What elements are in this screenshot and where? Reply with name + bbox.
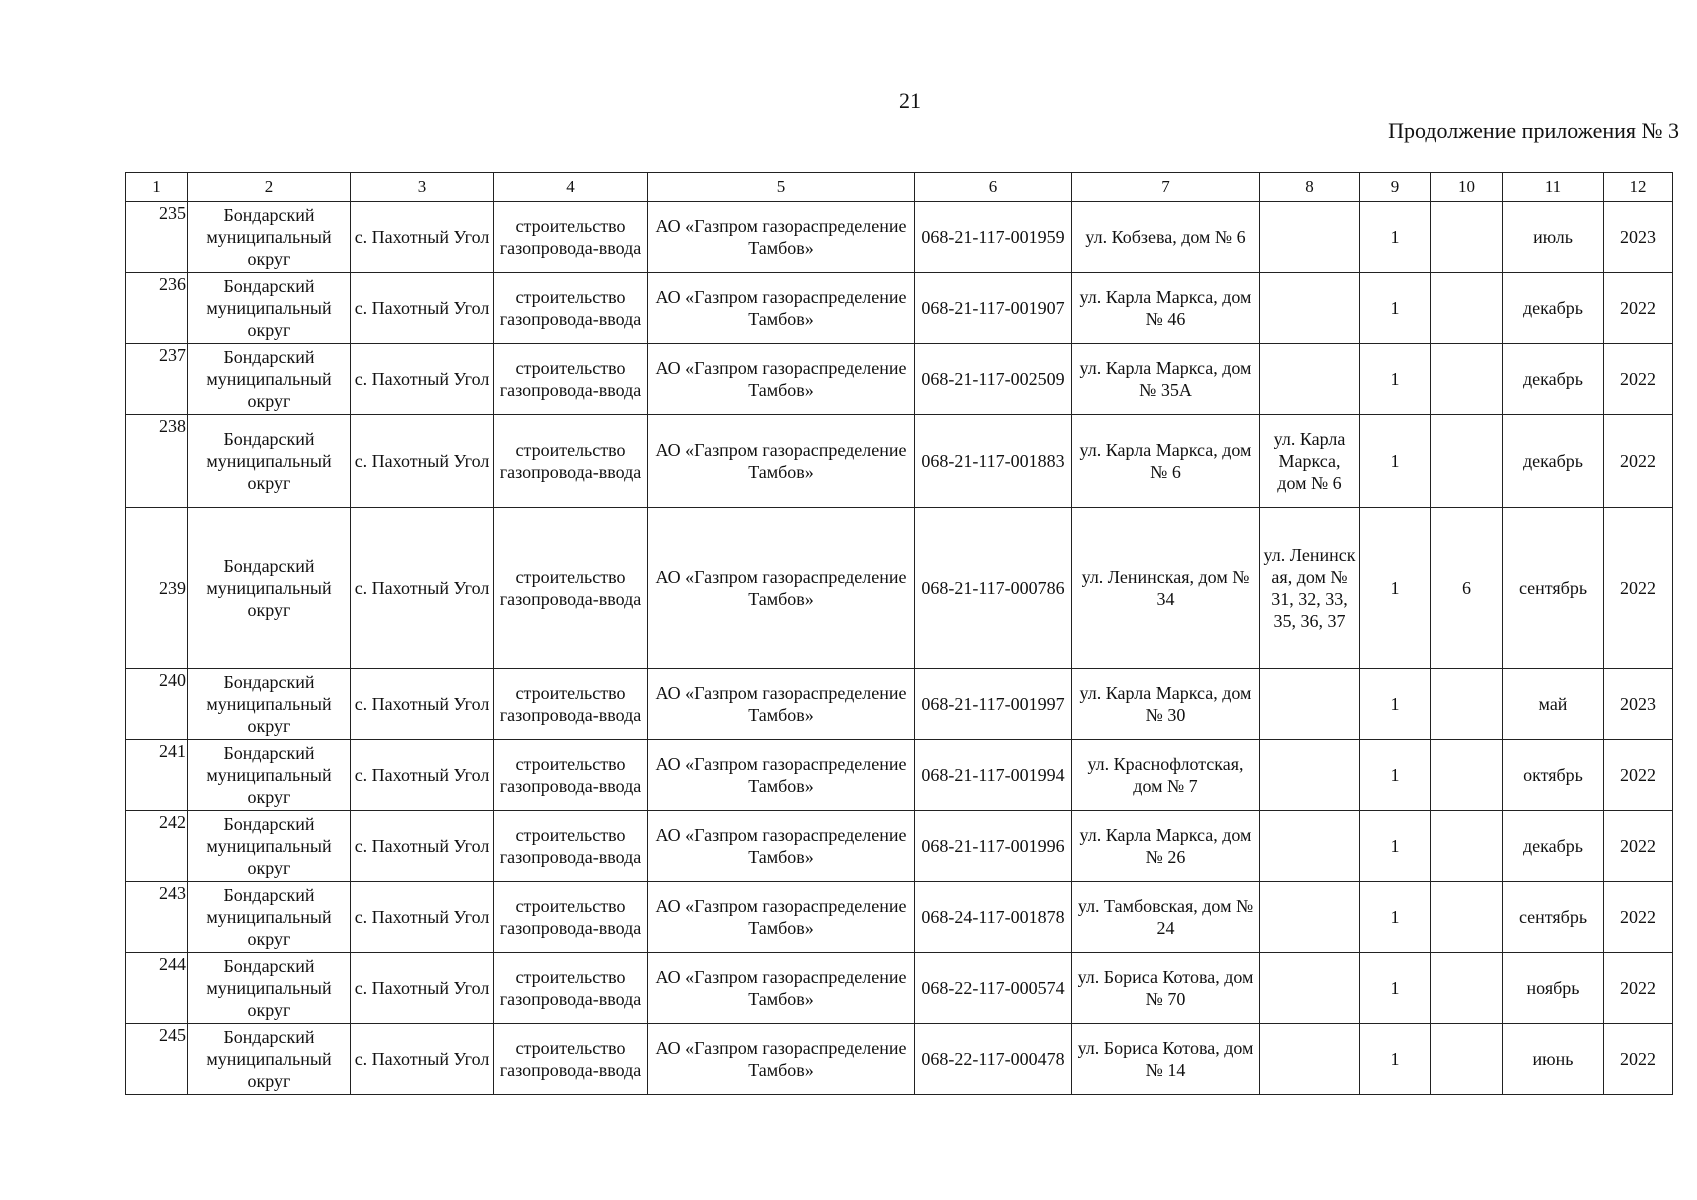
year-cell: 2022: [1604, 811, 1673, 882]
row-number: 235: [126, 202, 188, 273]
column-10-cell: [1431, 415, 1503, 508]
address-cell: ул. Карла Маркса, дом № 35А: [1072, 344, 1260, 415]
column-10-cell: [1431, 669, 1503, 740]
district-cell: Бондарский муниципальный округ: [188, 669, 351, 740]
year-cell: 2022: [1604, 344, 1673, 415]
month-cell: сентябрь: [1503, 882, 1604, 953]
column-10-cell: [1431, 740, 1503, 811]
column-header: 7: [1072, 173, 1260, 202]
row-number: 243: [126, 882, 188, 953]
district-cell: Бондарский муниципальный округ: [188, 508, 351, 669]
column-8-cell: [1260, 202, 1360, 273]
table-row: [126, 202, 1673, 273]
work-cell: строительство газопровода-ввода: [494, 508, 648, 669]
row-number: 245: [126, 1024, 188, 1095]
column-10-cell: [1431, 811, 1503, 882]
locality-cell: с. Пахотный Угол: [351, 508, 494, 669]
district-cell: Бондарский муниципальный округ: [188, 740, 351, 811]
column-8-cell: [1260, 953, 1360, 1024]
column-8-cell: [1260, 882, 1360, 953]
locality-cell: с. Пахотный Угол: [351, 344, 494, 415]
column-10-cell: [1431, 1024, 1503, 1095]
column-9-cell: 1: [1360, 882, 1431, 953]
organization-cell: АО «Газпром газораспределение Тамбов»: [648, 953, 915, 1024]
organization-cell: АО «Газпром газораспределение Тамбов»: [648, 202, 915, 273]
year-cell: 2022: [1604, 882, 1673, 953]
locality-cell: с. Пахотный Угол: [351, 882, 494, 953]
month-cell: май: [1503, 669, 1604, 740]
column-8-cell: ул. Ленинск ая, дом № 31, 32, 33, 35, 36, 37: [1260, 508, 1360, 669]
month-cell: ноябрь: [1503, 953, 1604, 1024]
month-cell: декабрь: [1503, 273, 1604, 344]
column-header: 5: [648, 173, 915, 202]
district-cell: Бондарский муниципальный округ: [188, 344, 351, 415]
column-header: 3: [351, 173, 494, 202]
work-cell: строительство газопровода-ввода: [494, 273, 648, 344]
column-9-cell: 1: [1360, 953, 1431, 1024]
code-cell: 068-21-117-000786: [915, 508, 1072, 669]
month-cell: декабрь: [1503, 811, 1604, 882]
organization-cell: АО «Газпром газораспределение Тамбов»: [648, 508, 915, 669]
code-cell: 068-21-117-001994: [915, 740, 1072, 811]
organization-cell: АО «Газпром газораспределение Тамбов»: [648, 1024, 915, 1095]
column-8-cell: [1260, 669, 1360, 740]
column-9-cell: 1: [1360, 811, 1431, 882]
data-table: [125, 172, 1673, 1095]
table-row: [126, 508, 1673, 669]
row-number: 242: [126, 811, 188, 882]
work-cell: строительство газопровода-ввода: [494, 740, 648, 811]
work-cell: строительство газопровода-ввода: [494, 1024, 648, 1095]
work-cell: строительство газопровода-ввода: [494, 811, 648, 882]
district-cell: Бондарский муниципальный округ: [188, 1024, 351, 1095]
locality-cell: с. Пахотный Угол: [351, 811, 494, 882]
code-cell: 068-21-117-001907: [915, 273, 1072, 344]
organization-cell: АО «Газпром газораспределение Тамбов»: [648, 344, 915, 415]
year-cell: 2023: [1604, 202, 1673, 273]
year-cell: 2022: [1604, 273, 1673, 344]
district-cell: Бондарский муниципальный округ: [188, 202, 351, 273]
address-cell: ул. Карла Маркса, дом № 30: [1072, 669, 1260, 740]
column-8-cell: [1260, 1024, 1360, 1095]
address-cell: ул. Карла Маркса, дом № 46: [1072, 273, 1260, 344]
work-cell: строительство газопровода-ввода: [494, 202, 648, 273]
row-number: 244: [126, 953, 188, 1024]
district-cell: Бондарский муниципальный округ: [188, 882, 351, 953]
column-header: 10: [1431, 173, 1503, 202]
code-cell: 068-21-117-001997: [915, 669, 1072, 740]
column-9-cell: 1: [1360, 415, 1431, 508]
row-number: 236: [126, 273, 188, 344]
work-cell: строительство газопровода-ввода: [494, 415, 648, 508]
code-cell: 068-22-117-000478: [915, 1024, 1072, 1095]
address-cell: ул. Карла Маркса, дом № 6: [1072, 415, 1260, 508]
locality-cell: с. Пахотный Угол: [351, 202, 494, 273]
month-cell: декабрь: [1503, 344, 1604, 415]
code-cell: 068-21-117-001883: [915, 415, 1072, 508]
row-number: 237: [126, 344, 188, 415]
locality-cell: с. Пахотный Угол: [351, 740, 494, 811]
column-10-cell: [1431, 344, 1503, 415]
annex-title: Продолжение приложения № 3: [1388, 118, 1679, 143]
address-cell: ул. Бориса Котова, дом № 70: [1072, 953, 1260, 1024]
address-cell: ул. Краснофлотская, дом № 7: [1072, 740, 1260, 811]
address-cell: ул. Кобзева, дом № 6: [1072, 202, 1260, 273]
row-number: 241: [126, 740, 188, 811]
column-header: 8: [1260, 173, 1360, 202]
column-10-cell: [1431, 202, 1503, 273]
locality-cell: с. Пахотный Угол: [351, 415, 494, 508]
column-10-cell: 6: [1431, 508, 1503, 669]
table-row: [126, 1024, 1673, 1095]
column-9-cell: 1: [1360, 508, 1431, 669]
work-cell: строительство газопровода-ввода: [494, 953, 648, 1024]
organization-cell: АО «Газпром газораспределение Тамбов»: [648, 882, 915, 953]
code-cell: 068-21-117-001959: [915, 202, 1072, 273]
row-number: 238: [126, 415, 188, 508]
page-number: 21: [899, 88, 921, 113]
code-cell: 068-24-117-001878: [915, 882, 1072, 953]
organization-cell: АО «Газпром газораспределение Тамбов»: [648, 273, 915, 344]
code-cell: 068-21-117-002509: [915, 344, 1072, 415]
row-number: 240: [126, 669, 188, 740]
year-cell: 2023: [1604, 669, 1673, 740]
month-cell: сентябрь: [1503, 508, 1604, 669]
column-8-cell: ул. Карла Маркса, дом № 6: [1260, 415, 1360, 508]
column-10-cell: [1431, 273, 1503, 344]
district-cell: Бондарский муниципальный округ: [188, 415, 351, 508]
column-header: 9: [1360, 173, 1431, 202]
month-cell: июль: [1503, 202, 1604, 273]
column-8-cell: [1260, 740, 1360, 811]
table-row: [126, 344, 1673, 415]
year-cell: 2022: [1604, 415, 1673, 508]
row-number: 239: [126, 508, 188, 669]
organization-cell: АО «Газпром газораспределение Тамбов»: [648, 669, 915, 740]
column-9-cell: 1: [1360, 344, 1431, 415]
column-9-cell: 1: [1360, 669, 1431, 740]
address-cell: ул. Карла Маркса, дом № 26: [1072, 811, 1260, 882]
column-header: 11: [1503, 173, 1604, 202]
column-header: 12: [1604, 173, 1673, 202]
column-8-cell: [1260, 344, 1360, 415]
district-cell: Бондарский муниципальный округ: [188, 811, 351, 882]
code-cell: 068-21-117-001996: [915, 811, 1072, 882]
table-row: [126, 273, 1673, 344]
year-cell: 2022: [1604, 1024, 1673, 1095]
column-8-cell: [1260, 273, 1360, 344]
district-cell: Бондарский муниципальный округ: [188, 273, 351, 344]
organization-cell: АО «Газпром газораспределение Тамбов»: [648, 811, 915, 882]
table-row: [126, 669, 1673, 740]
work-cell: строительство газопровода-ввода: [494, 344, 648, 415]
address-cell: ул. Ленинская, дом № 34: [1072, 508, 1260, 669]
year-cell: 2022: [1604, 953, 1673, 1024]
column-9-cell: 1: [1360, 1024, 1431, 1095]
column-header: 6: [915, 173, 1072, 202]
locality-cell: с. Пахотный Угол: [351, 1024, 494, 1095]
column-10-cell: [1431, 882, 1503, 953]
column-9-cell: 1: [1360, 740, 1431, 811]
header-row: [126, 173, 1673, 202]
table-row: [126, 882, 1673, 953]
table-row: [126, 415, 1673, 508]
column-9-cell: 1: [1360, 202, 1431, 273]
table-row: [126, 953, 1673, 1024]
column-8-cell: [1260, 811, 1360, 882]
code-cell: 068-22-117-000574: [915, 953, 1072, 1024]
column-header: 2: [188, 173, 351, 202]
table-row: [126, 740, 1673, 811]
district-cell: Бондарский муниципальный округ: [188, 953, 351, 1024]
month-cell: декабрь: [1503, 415, 1604, 508]
column-9-cell: 1: [1360, 273, 1431, 344]
locality-cell: с. Пахотный Угол: [351, 953, 494, 1024]
organization-cell: АО «Газпром газораспределение Тамбов»: [648, 415, 915, 508]
locality-cell: с. Пахотный Угол: [351, 669, 494, 740]
column-header: 4: [494, 173, 648, 202]
organization-cell: АО «Газпром газораспределение Тамбов»: [648, 740, 915, 811]
work-cell: строительство газопровода-ввода: [494, 669, 648, 740]
month-cell: июнь: [1503, 1024, 1604, 1095]
month-cell: октябрь: [1503, 740, 1604, 811]
column-10-cell: [1431, 953, 1503, 1024]
table-row: [126, 811, 1673, 882]
address-cell: ул. Тамбовская, дом № 24: [1072, 882, 1260, 953]
locality-cell: с. Пахотный Угол: [351, 273, 494, 344]
year-cell: 2022: [1604, 508, 1673, 669]
column-header: 1: [126, 173, 188, 202]
year-cell: 2022: [1604, 740, 1673, 811]
address-cell: ул. Бориса Котова, дом № 14: [1072, 1024, 1260, 1095]
work-cell: строительство газопровода-ввода: [494, 882, 648, 953]
